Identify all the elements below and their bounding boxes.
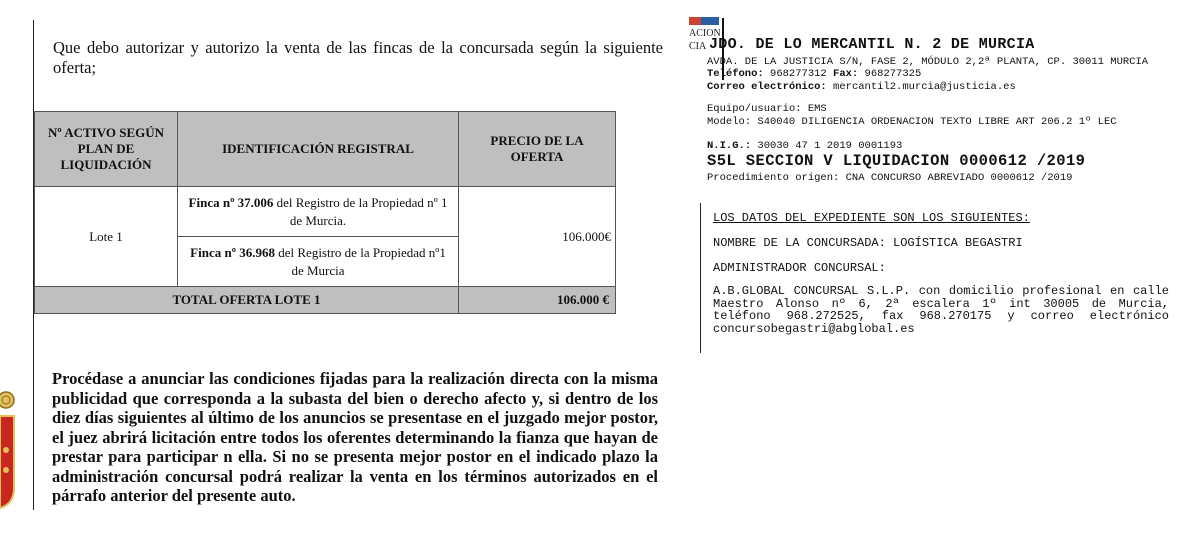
total-row [35, 287, 616, 314]
case-title: S5L SECCION V LIQUIDACION 0000612 /2019 [707, 152, 1086, 170]
court-email [707, 81, 1016, 93]
right-document-page [684, 0, 1200, 533]
table-row [35, 187, 616, 237]
modelo-line: Modelo: S40040 DILIGENCIA ORDENACION TEXTO LIBRE ART 206.2 1º LEC [707, 116, 1117, 128]
procedase-paragraph: Procédase a anunciar las condiciones fijadas para la realización directa con la misma publicidad que corresponda a la subasta del bien o derecho afecto y, si dentro de los diez días siguientes al último de los anuncios se presentase en el juzgado mejor postor, el juez abrirá licitación entre todos los oferentes determinando la fianza que hayan de prestar para participar n ella. Si no se presenta mejor postor en el indicado plazo la administración concursal podrá realizar la venta en los términos autorizados en el párrafo anterior del presente auto. [52, 369, 658, 505]
finca-number: Finca nº 36.968 [190, 244, 275, 260]
court-phone-fax [707, 68, 921, 80]
nig-line [707, 140, 902, 152]
header-fragment-line: ACION [689, 28, 721, 39]
court-address: AVDA. DE LA JUSTICIA S/N, FASE 2, MÓDULO 2,2ª PLANTA, CP. 30011 MURCIA [707, 56, 1149, 68]
offer-table [34, 111, 616, 314]
table-header-row [35, 112, 616, 187]
fax-label: Fax: [833, 68, 859, 80]
total-label: TOTAL OFERTA LOTE 1 [35, 287, 459, 314]
coat-of-arms-icon [0, 388, 18, 510]
concursada-name: NOMBRE DE LA CONCURSADA: LOGÍSTICA BEGASTRI [713, 236, 1023, 250]
finca-cell-1 [178, 187, 459, 237]
finca-description: del Registro de la Propiedad nº1 de Murcia [275, 244, 446, 278]
lote-cell: Lote 1 [35, 187, 178, 287]
header-precio: PRECIO DE LA OFERTA [459, 112, 616, 187]
header-activo: Nº ACTIVO SEGÚN PLAN DE LIQUIDACIÓN [35, 112, 178, 187]
intro-paragraph: Que debo autorizar y autorizo la venta de las fincas de la concursada según la siguiente oferta; [53, 38, 663, 77]
equipo-usuario: Equipo/usuario: EMS [707, 103, 827, 115]
email-value: mercantil2.murcia@justicia.es [826, 81, 1016, 93]
administrador-details: A.B.GLOBAL CONCURSAL S.L.P. con domicilio profesional en calle Maestro Alonso nº 6, 2ª escalera 1º int 30005 de Murcia, teléfono 968.272525, fax 968.270175 y correo electrónico concursobegastri@abglobal.es [713, 284, 1169, 336]
court-title: JDO. DE LO MERCANTIL N. 2 DE MURCIA [709, 36, 1035, 53]
nig-value: 30030 47 1 2019 0001193 [751, 140, 903, 152]
datos-heading: LOS DATOS DEL EXPEDIENTE SON LOS SIGUIENTES: [713, 211, 1030, 225]
header-identificacion: IDENTIFICACIÓN REGISTRAL [178, 112, 459, 187]
finca-cell-2 [178, 237, 459, 287]
phone-label: Teléfono: [707, 68, 764, 80]
email-label: Correo electrónico: [707, 81, 827, 93]
total-price: 106.000 € [459, 287, 616, 314]
procedimiento-origen: Procedimiento origen: CNA CONCURSO ABREVIADO 0000612 /2019 [707, 172, 1073, 184]
flag-emblem-icon [689, 17, 719, 25]
nig-label: N.I.G.: [707, 140, 752, 152]
header-fragment-line: CIA [689, 41, 707, 52]
price-cell: 106.000€ [459, 187, 616, 287]
finca-number: Finca nº 37.006 [188, 194, 274, 210]
administrador-label: ADMINISTRADOR CONCURSAL: [713, 261, 886, 275]
margin-line [700, 203, 701, 353]
phone-value: 968277312 [763, 68, 834, 80]
fax-value: 968277325 [858, 68, 922, 80]
finca-description: del Registro de la Propiedad nº 1 de Murcia. [273, 194, 448, 228]
